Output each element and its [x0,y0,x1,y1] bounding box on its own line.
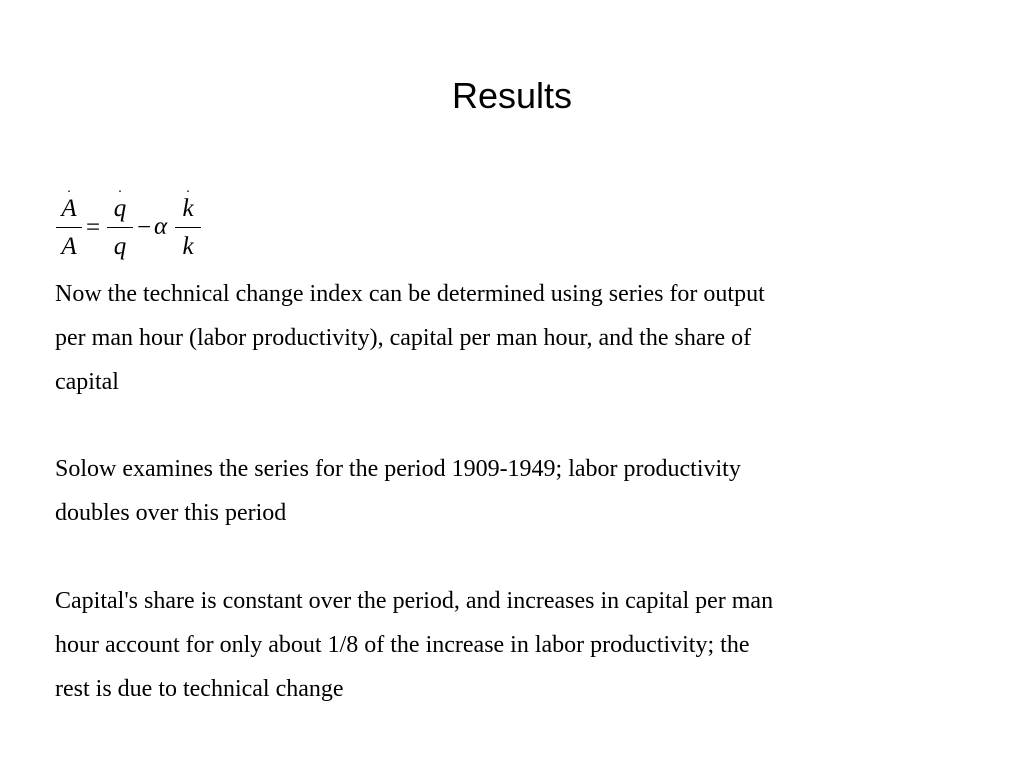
alpha-symbol: α [154,213,168,240]
paragraph-capital-share [55,579,955,711]
text-line: Solow examines the series for the period 1909-1949; labor productivity [55,456,741,482]
paragraph-solow-period [55,447,955,535]
text-line: per man hour (labor productivity), capital per man hour, and the share of [55,325,752,351]
time-derivative-dot: . [118,181,122,196]
text-line: rest is due to technical change [55,676,344,702]
fraction-bar [175,227,201,228]
equals-sign: = [86,214,101,241]
numerator-q: q [113,195,127,222]
fraction-bar [56,227,82,228]
slide-title: Results [451,75,573,116]
text-line: doubles over this period [55,500,287,526]
numerator-k: k [182,195,194,222]
time-derivative-dot: . [67,181,71,196]
text-line: capital [55,369,119,395]
paragraph-technical-change-index [55,272,955,404]
denominator-q: q [113,233,127,260]
text-line: Now the technical change index can be determined using series for output [55,281,765,307]
minus-sign: − [137,214,152,241]
text-line: hour account for only about 1/8 of the increase in labor productivity; the [55,632,750,658]
text-line: Capital's share is constant over the period, and increases in capital per man [55,588,774,614]
growth-accounting-equation [54,182,224,272]
time-derivative-dot: . [186,181,190,196]
fraction-bar [107,227,133,228]
denominator-a: A [61,233,77,260]
denominator-k: k [182,233,194,260]
numerator-a: A [61,195,77,222]
